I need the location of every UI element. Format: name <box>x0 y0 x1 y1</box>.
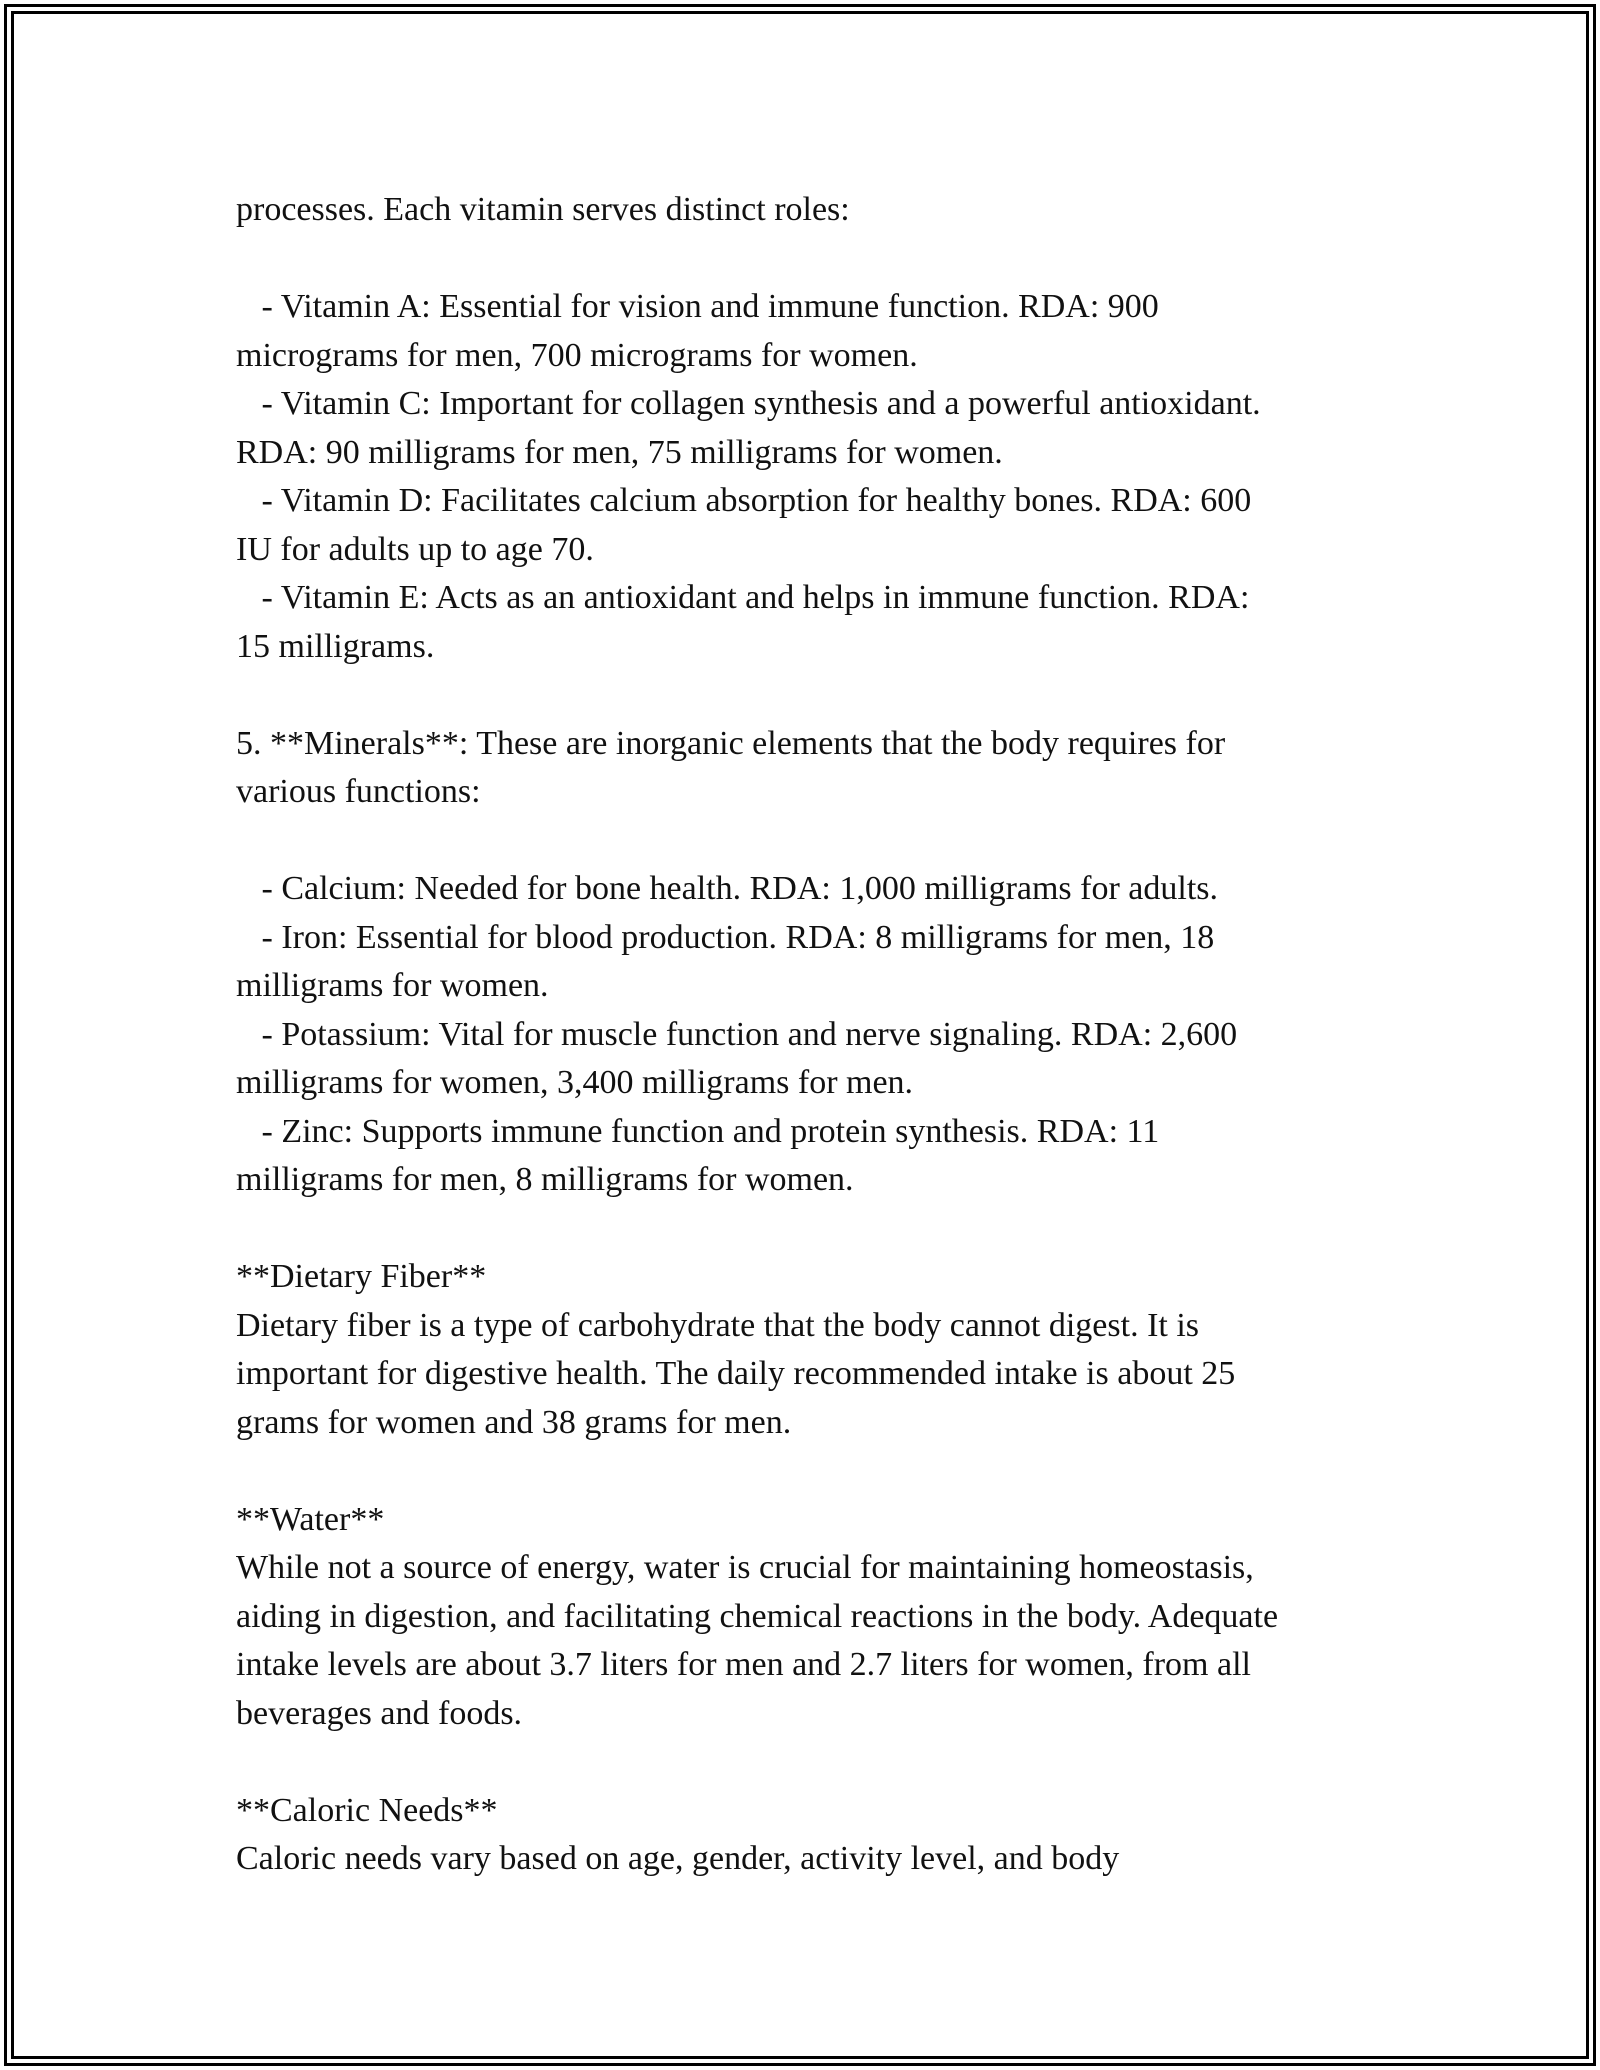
calcium-line-1: - Calcium: Needed for bone health. RDA: 1,000 milligrams for adults. <box>236 870 1219 907</box>
potassium-line-1: - Potassium: Vital for muscle function and nerve signaling. RDA: 2,600 <box>236 1015 1238 1053</box>
water-line: aiding in digestion, and facilitating chemical reactions in the body. Adequate <box>236 1597 1279 1635</box>
vitamin-a-line-2: micrograms for men, 700 micrograms for women. <box>236 336 918 374</box>
intro-line: processes. Each vitamin serves distinct roles: <box>236 191 850 228</box>
fiber-heading: **Dietary Fiber** <box>236 1258 487 1295</box>
water-section <box>236 1496 1376 1739</box>
water-line: intake levels are about 3.7 liters for men and 2.7 liters for women, from all <box>236 1646 1251 1683</box>
calcium-item <box>236 865 1376 914</box>
blank-line <box>236 1738 1376 1787</box>
vitamin-d-line-1: - Vitamin D: Facilitates calcium absorption for healthy bones. RDA: 600 <box>236 482 1252 519</box>
fiber-section <box>236 1253 1376 1447</box>
vitamin-a-line-1: - Vitamin A: Essential for vision and immune function. RDA: 900 <box>236 288 1159 325</box>
vitamin-e-item <box>236 574 1376 671</box>
vitamin-c-line-1: - Vitamin C: Important for collagen synthesis and a powerful antioxidant. <box>236 385 1261 422</box>
minerals-heading-line-1: 5. **Minerals**: These are inorganic elements that the body requires for <box>236 724 1226 762</box>
caloric-heading: **Caloric Needs** <box>236 1791 498 1829</box>
mineral-list <box>236 865 1376 1205</box>
iron-line-2: milligrams for women. <box>236 967 549 1004</box>
water-heading: **Water** <box>236 1500 385 1538</box>
water-line: beverages and foods. <box>236 1694 523 1732</box>
potassium-item <box>236 1011 1376 1108</box>
potassium-line-2: milligrams for women, 3,400 milligrams for men. <box>236 1064 914 1101</box>
caloric-section <box>236 1787 1376 1884</box>
blank-line <box>236 1447 1376 1496</box>
minerals-heading-line-2: various functions: <box>236 773 481 810</box>
caloric-line: Caloric needs vary based on age, gender, activity level, and body <box>236 1840 1120 1877</box>
blank-line <box>236 671 1376 720</box>
fiber-line: important for digestive health. The daily recommended intake is about 25 <box>236 1355 1236 1392</box>
water-line: While not a source of energy, water is crucial for maintaining homeostasis, <box>236 1549 1254 1586</box>
vitamin-d-item <box>236 477 1376 574</box>
fiber-line: Dietary fiber is a type of carbohydrate that the body cannot digest. It is <box>236 1306 1200 1344</box>
fiber-line: grams for women and 38 grams for men. <box>236 1403 792 1441</box>
blank-line <box>236 235 1376 284</box>
vitamin-e-line-1: - Vitamin E: Acts as an antioxidant and helps in immune function. RDA: <box>236 579 1250 616</box>
document-body <box>236 186 1376 1884</box>
minerals-heading <box>236 720 1376 817</box>
vitamin-list <box>236 283 1376 671</box>
zinc-line-1: - Zinc: Supports immune function and protein synthesis. RDA: 11 <box>236 1112 1160 1150</box>
zinc-item <box>236 1108 1376 1205</box>
vitamin-d-line-2: IU for adults up to age 70. <box>236 530 594 568</box>
vitamin-e-line-2: 15 milligrams. <box>236 627 435 665</box>
blank-line <box>236 817 1376 866</box>
iron-item <box>236 914 1376 1011</box>
vitamin-c-line-2: RDA: 90 milligrams for men, 75 milligrams for women. <box>236 433 1003 471</box>
blank-line <box>236 1205 1376 1254</box>
vitamin-c-item <box>236 380 1376 477</box>
iron-line-1: - Iron: Essential for blood production. RDA: 8 milligrams for men, 18 <box>236 918 1215 956</box>
vitamin-a-item <box>236 283 1376 380</box>
zinc-line-2: milligrams for men, 8 milligrams for women. <box>236 1161 854 1198</box>
